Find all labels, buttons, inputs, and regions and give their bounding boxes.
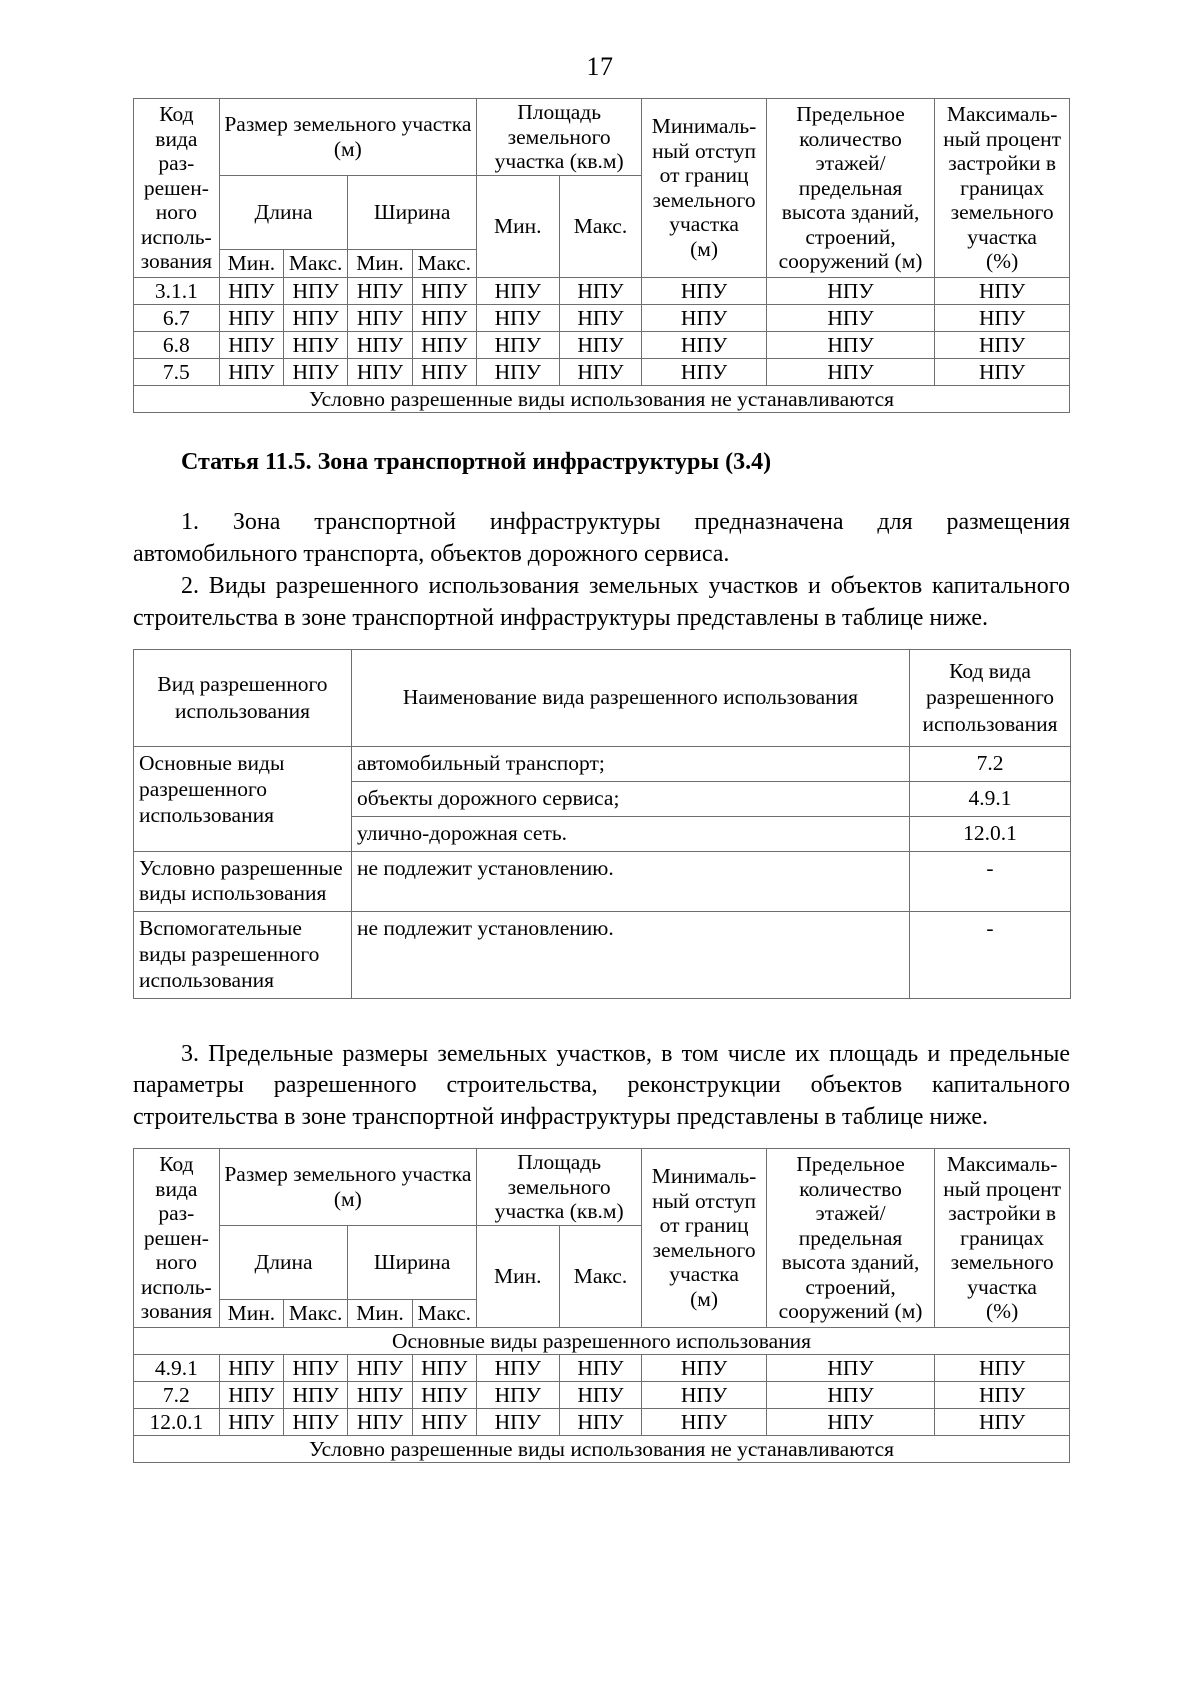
cell-area-max: НПУ [559, 1354, 642, 1381]
cell-floors: НПУ [766, 277, 934, 304]
paragraph-2: 2. Виды разрешенного использования земельных участков и объектов капитального строительства в зоне транспортной инфраструктуры представлены в таблице ниже. [133, 572, 1070, 631]
header-area-min: Мин. [476, 175, 559, 277]
band-main-uses: Основные виды разрешенного использования [134, 1327, 1070, 1354]
cell-percent: НПУ [935, 1354, 1070, 1381]
cell-code: 12.0.1 [134, 1408, 220, 1435]
cell-length-min: НПУ [219, 1408, 283, 1435]
cell-area-max: НПУ [559, 277, 642, 304]
header-plot-size: Размер земельного участка (м) [219, 1149, 476, 1226]
header-plot-area: Площадь земельного участка (кв.м) [476, 99, 641, 176]
table-header-row [134, 1149, 1070, 1226]
cell-floors: НПУ [766, 1354, 934, 1381]
cell-percent: НПУ [935, 1381, 1070, 1408]
cell-length-min: НПУ [219, 358, 283, 385]
cell-setback: НПУ [642, 1408, 767, 1435]
table-row [134, 331, 1070, 358]
cell-group-label: Условно разрешенные виды использования [134, 851, 352, 912]
header-build-percent: Максималь- ный процент застройки в границах земельного участка (%) [935, 99, 1070, 278]
header-length: Длина [219, 175, 348, 250]
cell-use-code: 12.0.1 [910, 816, 1071, 851]
cell-length-max: НПУ [284, 331, 348, 358]
permitted-use-table [133, 649, 1071, 999]
header-area-max: Макс. [559, 175, 642, 277]
cell-width-min: НПУ [348, 304, 412, 331]
cell-floors: НПУ [766, 358, 934, 385]
header-width-max: Макс. [412, 250, 476, 278]
table-header-row [134, 649, 1071, 747]
header-use-type: Вид разрешенного использования [134, 649, 352, 747]
cell-use-name: не подлежит установлению. [352, 912, 910, 998]
table-row [134, 358, 1070, 385]
header-use-name: Наименование вида разрешенного использования [352, 649, 910, 747]
cell-length-min: НПУ [219, 304, 283, 331]
cell-code: 7.2 [134, 1381, 220, 1408]
cell-length-max: НПУ [284, 277, 348, 304]
cell-use-name: автомобильный транспорт; [352, 747, 910, 782]
cell-width-max: НПУ [412, 358, 476, 385]
cell-area-min: НПУ [476, 1354, 559, 1381]
table-row [134, 277, 1070, 304]
cell-setback: НПУ [642, 358, 767, 385]
cell-setback: НПУ [642, 304, 767, 331]
header-setback: Минималь- ный отступ от границ земельного участка (м) [642, 99, 767, 278]
table-row [134, 1381, 1070, 1408]
cell-use-code: 4.9.1 [910, 781, 1071, 816]
cell-setback: НПУ [642, 277, 767, 304]
header-width-max: Макс. [412, 1300, 476, 1328]
cell-percent: НПУ [935, 277, 1070, 304]
table-footer-row [134, 385, 1070, 412]
cell-length-min: НПУ [219, 331, 283, 358]
cell-setback: НПУ [642, 331, 767, 358]
header-plot-area: Площадь земельного участка (кв.м) [476, 1149, 641, 1226]
cell-area-min: НПУ [476, 277, 559, 304]
footer-note: Условно разрешенные виды использования не устанавливаются [134, 385, 1070, 412]
cell-length-max: НПУ [284, 1408, 348, 1435]
cell-width-max: НПУ [412, 331, 476, 358]
header-plot-size: Размер земельного участка (м) [219, 99, 476, 176]
cell-length-min: НПУ [219, 277, 283, 304]
table-row [134, 851, 1071, 912]
cell-area-max: НПУ [559, 331, 642, 358]
header-code: Код вида раз- решен- ного исполь- зования [134, 99, 220, 278]
cell-floors: НПУ [766, 1408, 934, 1435]
footer-note: Условно разрешенные виды использования не устанавливаются [134, 1436, 1070, 1463]
cell-width-min: НПУ [348, 331, 412, 358]
header-length-min: Мин. [219, 1300, 283, 1328]
header-length-max: Макс. [284, 250, 348, 278]
cell-group-label: Основные виды разрешенного использования [134, 747, 352, 851]
cell-length-max: НПУ [284, 1381, 348, 1408]
table-row [134, 1408, 1070, 1435]
cell-length-max: НПУ [284, 304, 348, 331]
page-number: 17 [586, 52, 614, 81]
paragraph-3: 3. Предельные размеры земельных участков, в том числе их площадь и предельные параметры разрешенного строительства, реконструкции объектов капитального строительства в зоне транспортной инфраструктуры представлены в таблице ниже. [133, 1040, 1070, 1131]
cell-setback: НПУ [642, 1354, 767, 1381]
cell-width-min: НПУ [348, 358, 412, 385]
cell-percent: НПУ [935, 358, 1070, 385]
header-setback: Минималь- ный отступ от границ земельного участка (м) [642, 1149, 767, 1328]
header-floors-height: Предельное количество этажей/ предельная высота зданий, строений, сооружений (м) [766, 1149, 934, 1328]
cell-length-max: НПУ [284, 358, 348, 385]
cell-code: 6.8 [134, 331, 220, 358]
cell-group-label: Вспомогательные виды разрешенного использования [134, 912, 352, 998]
paragraph-1: 1. Зона транспортной инфраструктуры предназначена для размещения автомобильного транспорта, объектов дорожного сервиса. [133, 508, 1070, 567]
cell-setback: НПУ [642, 1381, 767, 1408]
cell-percent: НПУ [935, 1408, 1070, 1435]
header-width-min: Мин. [348, 1300, 412, 1328]
cell-width-min: НПУ [348, 1381, 412, 1408]
cell-code: 3.1.1 [134, 277, 220, 304]
cell-use-code: - [910, 851, 1071, 912]
cell-floors: НПУ [766, 1381, 934, 1408]
cell-area-min: НПУ [476, 1381, 559, 1408]
cell-use-name: объекты дорожного сервиса; [352, 781, 910, 816]
header-build-percent: Максималь- ный процент застройки в границах земельного участка (%) [935, 1149, 1070, 1328]
cell-use-name: не подлежит установлению. [352, 851, 910, 912]
cell-area-max: НПУ [559, 304, 642, 331]
table-header-row [134, 99, 1070, 176]
parameters-table-top [133, 98, 1070, 413]
table-row [134, 912, 1071, 998]
cell-use-name: улично-дорожная сеть. [352, 816, 910, 851]
cell-length-min: НПУ [219, 1381, 283, 1408]
cell-use-code: 7.2 [910, 747, 1071, 782]
cell-width-min: НПУ [348, 1354, 412, 1381]
cell-width-max: НПУ [412, 1381, 476, 1408]
page-content [133, 98, 1070, 1463]
header-length-max: Макс. [284, 1300, 348, 1328]
cell-width-max: НПУ [412, 1408, 476, 1435]
cell-area-min: НПУ [476, 331, 559, 358]
cell-use-code: - [910, 912, 1071, 998]
table-band-row [134, 1327, 1070, 1354]
header-length-min: Мин. [219, 250, 283, 278]
header-floors-height: Предельное количество этажей/ предельная высота зданий, строений, сооружений (м) [766, 99, 934, 278]
cell-area-min: НПУ [476, 1408, 559, 1435]
cell-floors: НПУ [766, 304, 934, 331]
header-length: Длина [219, 1225, 348, 1300]
parameters-table-bottom [133, 1148, 1070, 1463]
cell-area-min: НПУ [476, 358, 559, 385]
cell-floors: НПУ [766, 331, 934, 358]
cell-code: 6.7 [134, 304, 220, 331]
header-area-min: Мин. [476, 1225, 559, 1327]
header-width-min: Мин. [348, 250, 412, 278]
cell-length-min: НПУ [219, 1354, 283, 1381]
table-row [134, 304, 1070, 331]
article-heading: Статья 11.5. Зона транспортной инфраструктуры (3.4) [181, 448, 772, 475]
table-row [134, 1354, 1070, 1381]
table-footer-row [134, 1436, 1070, 1463]
cell-area-max: НПУ [559, 1408, 642, 1435]
cell-width-max: НПУ [412, 1354, 476, 1381]
cell-width-max: НПУ [412, 304, 476, 331]
cell-area-max: НПУ [559, 358, 642, 385]
cell-width-min: НПУ [348, 277, 412, 304]
header-use-code: Код вида разрешенного использования [910, 649, 1071, 747]
cell-length-max: НПУ [284, 1354, 348, 1381]
cell-width-max: НПУ [412, 277, 476, 304]
cell-width-min: НПУ [348, 1408, 412, 1435]
table-row [134, 747, 1071, 782]
header-width: Ширина [348, 175, 477, 250]
header-width: Ширина [348, 1225, 477, 1300]
cell-area-max: НПУ [559, 1381, 642, 1408]
cell-percent: НПУ [935, 304, 1070, 331]
cell-code: 4.9.1 [134, 1354, 220, 1381]
cell-percent: НПУ [935, 331, 1070, 358]
header-code: Код вида раз- решен- ного исполь- зования [134, 1149, 220, 1328]
header-area-max: Макс. [559, 1225, 642, 1327]
cell-area-min: НПУ [476, 304, 559, 331]
cell-code: 7.5 [134, 358, 220, 385]
